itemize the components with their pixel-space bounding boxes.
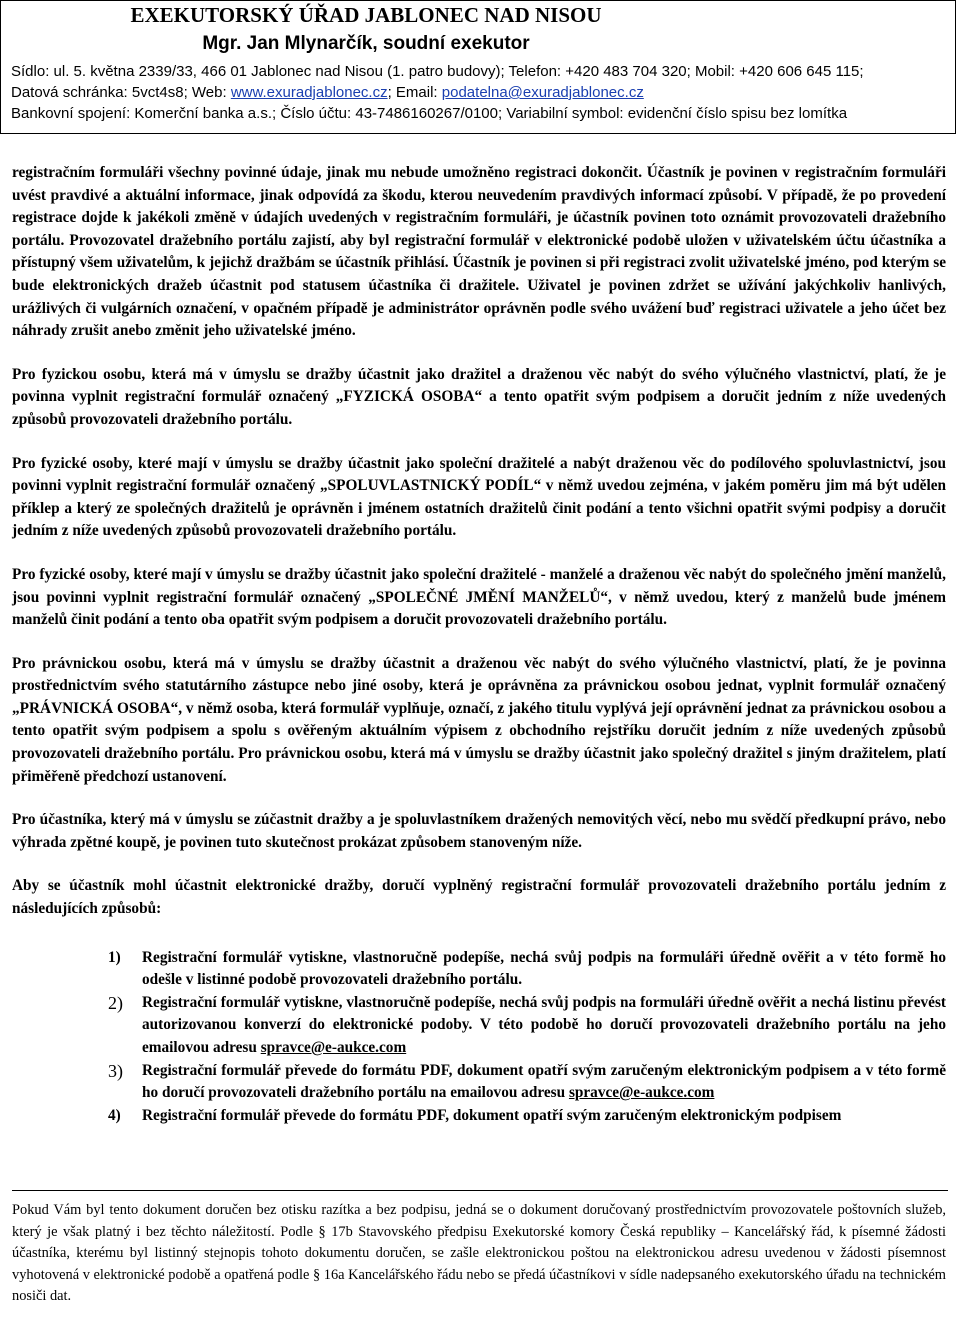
contact-line [11, 84, 644, 101]
web-link[interactable]: www.exuradjablonec.cz [230, 84, 388, 101]
email-label: ; Email: [387, 84, 442, 101]
paragraph-natural-person: Pro fyzickou osobu, která má v úmyslu se dražby účastnit jako dražitel a draženou věc nabýt do svého výlučného vlastnictví, platí, že je povinna vyplnit registrační formulář označený „FYZICKÁ OSOBA“ a tento opatřit svým podpisem a doručit jedním z níže uvedených způsobů provozovateli dražebního portálu. [12, 365, 946, 428]
step-text: Registrační formulář vytiskne, vlastnoručně podepíše, nechá svůj podpis na formuláři úředně ověřit a nechá listinu převést autorizovanou konverzí do elektronické podoby. V této podobě ho doručí provozovateli dražebního portálu na jeho emailovou adresu [142, 993, 946, 1056]
office-address: Sídlo: ul. 5. května 2339/33, 466 01 Jablonec nad Nisou (1. patro budovy); Telefon: +420 483 704 320; Mobil: +420 606 645 115; [11, 63, 864, 80]
paragraph-co-ownership: Pro fyzické osoby, které mají v úmyslu se dražby účastnit jako společní dražitelé a nabýt draženou věc do podílového spoluvlastnictví, jsou povinni vyplnit registrační formulář označený „SPOLUVLASTNICKÝ PODÍL“ v němž uvedou zejména, v jakém poměru jim má být udělen příklep a který ze společných dražitelů je oprávněn i jménem ostatních dražitelů činit podání a tento všichni opatřit svými podpisy a doručit jedním z níže uvedených způsobů provozovateli dražebního portálu. [12, 454, 946, 540]
step-text: Registrační formulář převede do formátu PDF, dokument opatří svým zaručeným elektronickým podpisem [142, 1106, 842, 1124]
list-item [12, 947, 946, 992]
step-number: 1) [108, 948, 121, 966]
bank-details: Bankovní spojení: Komerční banka a.s.; Číslo účtu: 43-7486160267/0100; Variabilní symbol: evidenční číslo spisu bez lomítka [11, 105, 848, 122]
step-text: Registrační formulář vytiskne, vlastnoručně podepíše, nechá svůj podpis na formuláři úředně ověřit a v této formě ho odešle v listinné podobě provozovateli dražebního portálu. [142, 948, 946, 989]
list-item [12, 1105, 946, 1128]
email-link[interactable]: spravce@e-aukce.com [568, 1084, 715, 1102]
step-number: 4) [108, 1106, 121, 1124]
paragraph-legal-person: Pro právnickou osobu, která má v úmyslu se dražby účastnit a draženou věc nabýt do svého výlučného vlastnictví, platí, že je povinna prostřednictvím svého statutárního zástupce nebo jiné osoby, která je oprávněna za právnickou osobou jednat, vyplnit formulář označený „PRÁVNICKÁ OSOBA“, v němž osoba, která formulář vyplňuje, označí, z jakého titulu vyplývá její oprávnění jednat za právnickou osobou a tento opatřit svým podpisem a spolu s ověřeným aktuálním výpisem z obchodního rejstříku doručit jedním z níže uvedených způsobů provozovateli dražebního portálu. Pro právnickou osobu, která má v úmyslu se dražby účastnit jako společný dražitel s jiným dražitelem, platí přiměřeně předchozí ustanovení. [12, 654, 946, 785]
list-item [12, 992, 946, 1060]
paragraph-preemption: Pro účastníka, který má v úmyslu se zúčastnit dražby a je spoluvlastníkem dražených nemovitých věcí, nebo mu svědčí předkupní právo, nebo výhrada zpětné koupě, je povinen tuto skutečnost prokázat způsobem stanoveným níže. [12, 811, 946, 851]
paragraph-spouses: Pro fyzické osoby, které mají v úmyslu se dražby účastnit jako společní dražitelé - manželé a draženou věc nabýt do společného jmění manželů, jsou povinni vyplnit registrační formulář označený „SPOLEČNÉ JMĚNÍ MANŽELŮ“, v němž uvedou, který z manželů bude jménem manželů činit podání a tento oba opatřit svým podpisem a doručit provozovateli dražebního portálu. [12, 565, 946, 629]
footer-note: Pokud Vám byl tento dokument doručen bez otisku razítka a bez podpisu, jedná se o dokument doručovaný prostřednictvím provozovatele poštovních služeb, který je však platný i bez těchto náležitostí. Podle § 17b Stavovského předpisu Exekutorské komory Česká republiky – Kancelářský řád, k písemné žádosti účastníka, kterému byl listinný stejnopis tohoto dokumentu doručen, se zašle elektronickou poštou na elektronickou adresu uvedenou v žádosti písemnost vyhotovená v elektronické podobě a opatřená podle § 16a Kancelářského řádu nebo se předá účastníkovi v sídle nadepsaného exekutorského úřadu na technickém nosiči dat. [12, 1202, 946, 1305]
email-link[interactable]: spravce@e-aukce.com [260, 1039, 407, 1056]
footer-divider [12, 1190, 948, 1191]
step-text: Registrační formulář převede do formátu PDF, dokument opatří svým zaručeným elektronickým podpisem a v této formě ho doručí provozovateli dražebního portálu na emailovou adresu [142, 1061, 946, 1102]
step-number: 2) [108, 992, 123, 1013]
paragraph-delivery-intro: Aby se účastník mohl účastnit elektronické dražby, doručí vyplněný registrační formulář provozovateli dražebního portálu jedním z následujících způsobů: [12, 877, 946, 918]
office-name: EXEKUTORSKÝ ÚŘAD JABLONEC NAD NISOU [130, 3, 602, 27]
delivery-steps-list [12, 947, 946, 1128]
document-body [12, 162, 946, 1127]
letterhead [0, 0, 956, 134]
step-number: 3) [108, 1060, 123, 1081]
list-item [12, 1060, 946, 1105]
email-link[interactable]: podatelna@exuradjablonec.cz [441, 84, 644, 101]
executor-name: Mgr. Jan Mlynarčík, soudní exekutor [202, 33, 530, 54]
databox-label: Datová schránka: 5vct4s8; Web: [11, 84, 231, 101]
paragraph-registration: registračním formuláři všechny povinné údaje, jinak mu nebude umožněno registraci dokončit. Účastník je povinen v registračním formuláři uvést pravdivé a aktuální informace, jinak odpovídá za škodu, kterou neuvedením pravdivých informací způsobí. V případě, že po provedení registrace dojde k jakékoli změně v údajích uvedených v registračním formuláři, je účastník povinen toto oznámit provozovateli dražebního portálu. Provozovatel dražebního portálu zajistí, aby byl registrační formulář v elektronické podobě uložen v uživatelském účtu účastníka a přístupný všem uživatelům, k jejichž dražbám se účastník přihlásí. Účastník je povinen si při registraci zvolit uživatelské jméno, pod kterým se bude elektronických dražeb účastnit pod statusem účastníka či dražitele. Uživatel je povinen zdržet se užívání jakýchkoliv hanlivých, urážlivých či vulgárních označení, v opačném případě je administrátor oprávněn podle svého uvážení buď registraci uživatele a jeho účet bez náhrady zrušit anebo změnit jeho uživatelské jméno. [12, 164, 946, 340]
